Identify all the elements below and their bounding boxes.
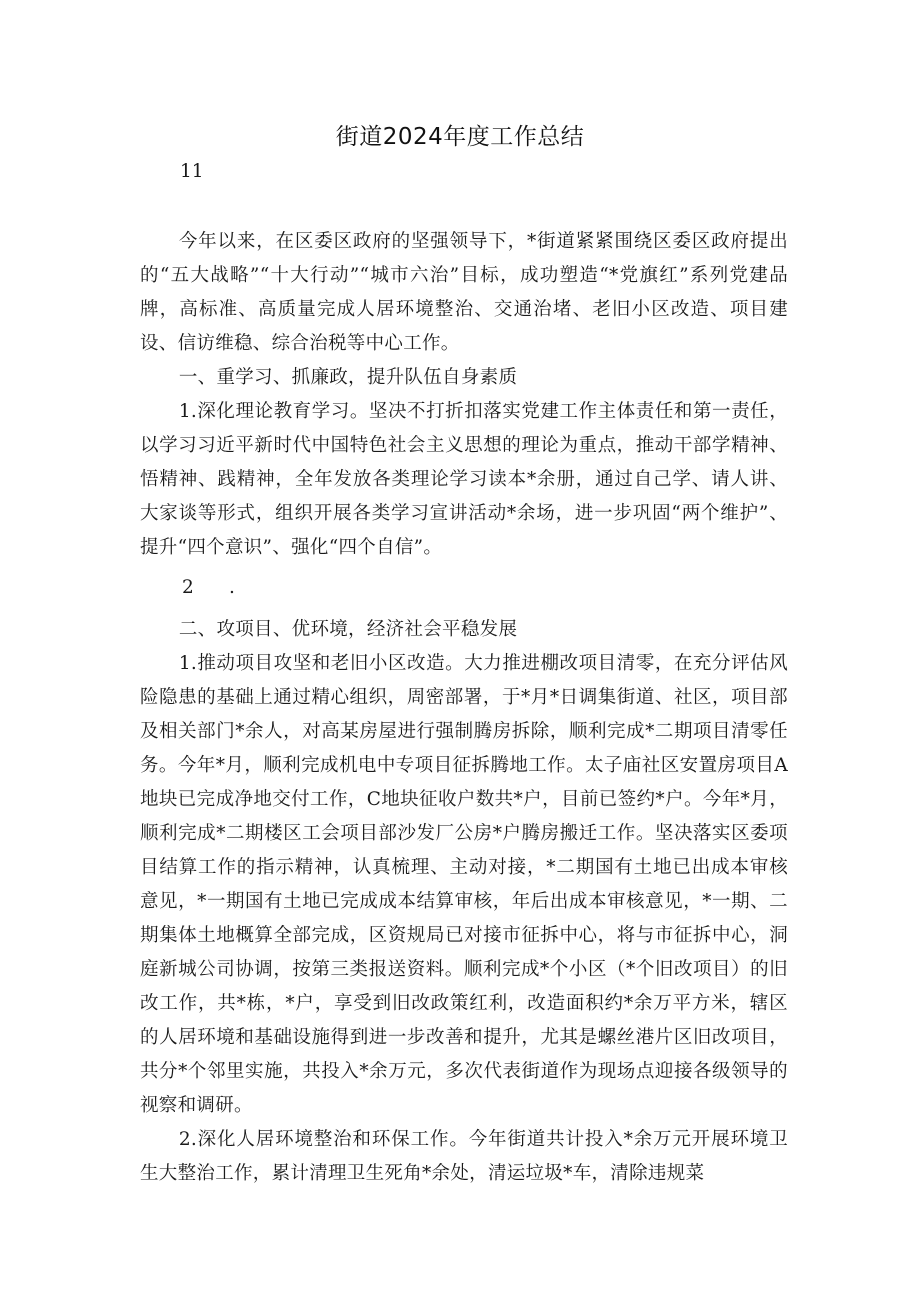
section-2-item-1: 1.推动项目攻坚和老旧小区改造。大力推进棚改项目清零，在充分评估风险隐患的基础上通过精心组织，周密部署，于*月*日调集街道、社区，项目部及相关部门*余人，对高某房屋进行强制腾房拆除，顺利完成*二期项目清零任务。今年*月，顺利完成机电中专项目征拆腾地工作。太子庙社区安置房项目A地块已完成净地交付工作，C地块征收户数共*户，目前已签约*户。今年*月，顺利完成*二期楼区工会项目部沙发厂公房*户腾房搬迁工作。坚决落实区委项目结算工作的指示精神，认真梳理、主动对接，*二期国有土地已出成本审核意见，*一期国有土地已完成成本结算审核，年后出成本审核意见，*一期、二期集体土地概算全部完成，区资规局已对接市征拆中心，将与市征拆中心，洞庭新城公司协调，按第三类报送资料。顺利完成*个小区（*个旧改项目）的旧改工作，共*栋，*户，享受到旧改政策红利，改造面积约*余万平方米，辖区的人居环境和基础设施得到进一步改善和提升，尤其是螺丝港片区旧改项目，共分*个邻里实施，共投入*余万元，多次代表街道作为现场点迎接各级领导的视察和调研。 xyxy=(140,653,788,1116)
section-1-item-2: 2 . xyxy=(182,577,235,598)
section-1-item-1: 1.深化理论教育学习。坚决不打折扣落实党建工作主体责任和第一责任，以学习习近平新时代中国特色社会主义思想的理论为重点，推动干部学精神、悟精神、践精神，全年发放各类理论学习读本*余册，通过自己学、请人讲、大家谈等形式，组织开展各类学习宣讲活动*余场，进一步巩固“两个维护”、提升“四个意识”、强化“四个自信”。 xyxy=(140,401,788,558)
document-subline: 11 xyxy=(180,161,204,182)
document-title: 街道2024年度工作总结 xyxy=(335,124,585,150)
section-2-heading: 二、攻项目、优环境，经济社会平稳发展 xyxy=(178,619,518,640)
document-body xyxy=(140,225,788,1191)
intro-paragraph: 今年以来，在区委区政府的坚强领导下，*街道紧紧围绕区委区政府提出的“五大战略”“十大行动”“城市六治”目标，成功塑造“*党旗红”系列党建品牌，高标准、高质量完成人居环境整治、交通治堵、老旧小区改造、项目建设、信访维稳、综合治税等中心工作。 xyxy=(140,231,788,354)
section-1-heading: 一、重学习、抓廉政，提升队伍自身素质 xyxy=(178,367,518,388)
section-2-item-2: 2.深化人居环境整治和环保工作。今年街道共计投入*余万元开展环境卫生大整治工作，累计清理卫生死角*余处，清运垃圾*车，清除违规菜 xyxy=(140,1129,788,1184)
